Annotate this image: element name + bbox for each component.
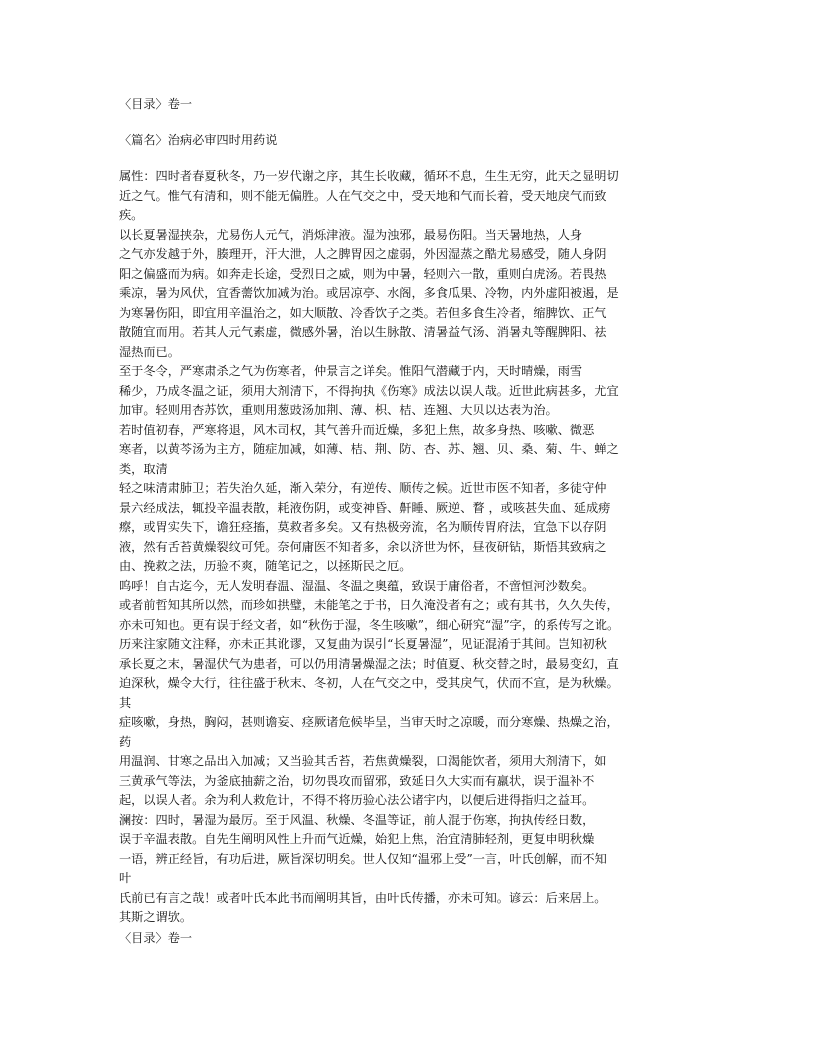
text-line: 其斯之谓欤。 bbox=[119, 910, 193, 924]
text-line: 一语，辨正经旨，有功后进，厥旨深切明矣。世人仅知“温邪上受”一言，叶氏创解，而不知 bbox=[119, 851, 607, 866]
catalog-header-top: 〈目录〉卷一 bbox=[119, 97, 193, 111]
text-line: 若时值初春，严寒将退，风木司权，其气善升而近燥，多犯上焦，故多身热、咳嗽、微恶 bbox=[119, 422, 595, 437]
text-line: 历来注家随文注释，亦未正其讹谬，又复曲为误引“长夏暑湿”，见证混淆于其间。岂知初秋 bbox=[119, 637, 607, 651]
chapter-title: 〈篇名〉治病必审四时用药说 bbox=[119, 133, 278, 147]
text-line: 三黄承气等法，为釜底抽薪之治，切勿畏攻而留邪，致延日久大实而有羸状，误于温补不 bbox=[119, 773, 595, 788]
text-line: 其 bbox=[119, 695, 132, 710]
text-line: 疾。 bbox=[119, 208, 144, 222]
text-line: 由、挽救之法，历验不爽，随笔记之，以拯斯民之厄。 bbox=[119, 559, 412, 573]
text-line: 液，然有舌苔黄燥裂纹可凭。奈何庸医不知者多，余以济世为怀，昼夜研钻，斯悟其致病之 bbox=[119, 539, 607, 554]
text-line: 瘵，或胃实失下，谵狂痉搐，莫救者多矣。又有热极旁流，名为顺传胃府法，宜急下以存阴 bbox=[119, 520, 607, 534]
text-line: 至于冬令，严寒肃杀之气为伤寒者，仲景言之详矣。惟阳气潜藏于内，天时晴燥，雨雪 bbox=[119, 364, 583, 378]
text-line: 湿热而已。 bbox=[119, 344, 180, 359]
text-line: 轻之味清肃肺卫；若失治久延，渐入荣分，有逆传、顺传之候。近世市医不知者，多徒守仲 bbox=[119, 481, 607, 495]
text-line: 叶 bbox=[119, 871, 132, 885]
text-line: 氏前已有言之哉！或者叶氏本此书而阐明其旨，由叶氏传播，亦未可知。谚云：后来居上。 bbox=[119, 890, 607, 905]
text-line: 起，以误人者。余为利人救危计，不得不将历验心法公诸宇内，以便后进得指归之益耳。 bbox=[119, 793, 595, 807]
text-line: 澜按：四时，暑湿为最厉。至于风温、秋燥、冬温等证，前人混于伤寒，拘执传经日数， bbox=[119, 812, 595, 827]
text-line: 症咳嗽，身热，胸闷，甚则谵妄、痉厥诸危候毕呈，当审天时之凉暖，而分寒燥、热燥之治， bbox=[119, 715, 619, 729]
text-line: 稀少，乃成冬温之证，须用大剂清下，不得拘执《伤寒》成法以误人哉。近世此病甚多，尤宜 bbox=[119, 383, 619, 398]
text-line: 亦未可知也。更有误于经文者，如“秋伤于湿，冬生咳嗽”，细心研究“湿”字，的系传写之讹。 bbox=[119, 617, 620, 632]
text-line: 属性：四时者春夏秋冬，乃一岁代谢之序，其生长收藏，循环不息，生生无穷，此天之显明切 bbox=[119, 169, 619, 183]
text-line: 之气亦发越于外，腠理开，汗大泄，人之脾胃因之虚弱，外因湿蒸之酷尤易感受，随人身阴 bbox=[119, 247, 607, 261]
text-line: 呜呼！自古迄今，无人发明春温、湿温、冬温之奥蕴，致误于庸俗者，不啻恒河沙数矣。 bbox=[119, 578, 595, 593]
text-line: 药 bbox=[119, 734, 132, 749]
text-line: 或者前哲知其所以然，而珍如拱璧，未能笔之于书，日久淹没者有之；或有其书，久久失传， bbox=[119, 598, 619, 612]
text-line: 近之气。惟气有清和，则不能无偏胜。人在气交之中，受天地和气而长着，受天地戾气而致 bbox=[119, 188, 607, 203]
body-text bbox=[119, 167, 699, 928]
text-line: 迫深秋，燥令大行，往往盛于秋末、冬初，人在气交之中，受其戾气，伏而不宣，是为秋燥。 bbox=[119, 676, 619, 690]
text-line: 加审。轻则用杏苏饮，重则用葱豉汤加荆、薄、枳、桔、连翘、大贝以达表为治。 bbox=[119, 403, 558, 417]
text-line: 寒者，以黄芩汤为主方，随症加减，如薄、桔、荆、防、杏、苏、翘、贝、桑、菊、牛、蝉之 bbox=[119, 442, 619, 456]
text-line: 阳之偏盛而为病。如奔走长途，受烈日之威，则为中暑，轻则六一散，重则白虎汤。若畏热 bbox=[119, 266, 607, 281]
catalog-header-bottom: 〈目录〉卷一 bbox=[119, 931, 193, 945]
text-line: 景六经成法，辄投辛温表散，耗液伤阴，或变神昏、鼾睡、厥逆、瞀 ，或咳甚失血、延成痨 bbox=[119, 500, 611, 515]
text-line: 乘凉，暑为风伏，宜香薷饮加减为治。或居凉亭、水阁，多食瓜果、冷物，内外虚阳被遏，是 bbox=[119, 286, 619, 300]
text-line: 承长夏之末，暑湿伏气为患者，可以仍用清暑燥湿之法；时值夏、秋交替之时，最易变幻，直 bbox=[119, 656, 619, 671]
text-line: 散随宜而用。若其人元气素虚，微感外暑，治以生脉散、清暑益气汤、消暑丸等醒脾阳、祛 bbox=[119, 325, 607, 339]
text-line: 为寒暑伤阳，即宜用辛温治之，如大顺散、冷香饮子之类。若但多食生冷者，缩脾饮、正气 bbox=[119, 305, 607, 320]
text-line: 类，取清 bbox=[119, 461, 168, 476]
text-line: 用温润、甘寒之品出入加减；又当验其舌苔，若焦黄燥裂，口渴能饮者，须用大剂清下，如 bbox=[119, 754, 607, 768]
text-line: 误于辛温表散。自先生阐明风性上升而气近燥，始犯上焦，治宜清肺轻剂，更复申明秋燥 bbox=[119, 832, 595, 846]
text-line: 以长夏暑湿挟杂，尤易伤人元气，消烁津液。湿为浊邪，最易伤阳。当天暑地热，人身 bbox=[119, 227, 583, 242]
